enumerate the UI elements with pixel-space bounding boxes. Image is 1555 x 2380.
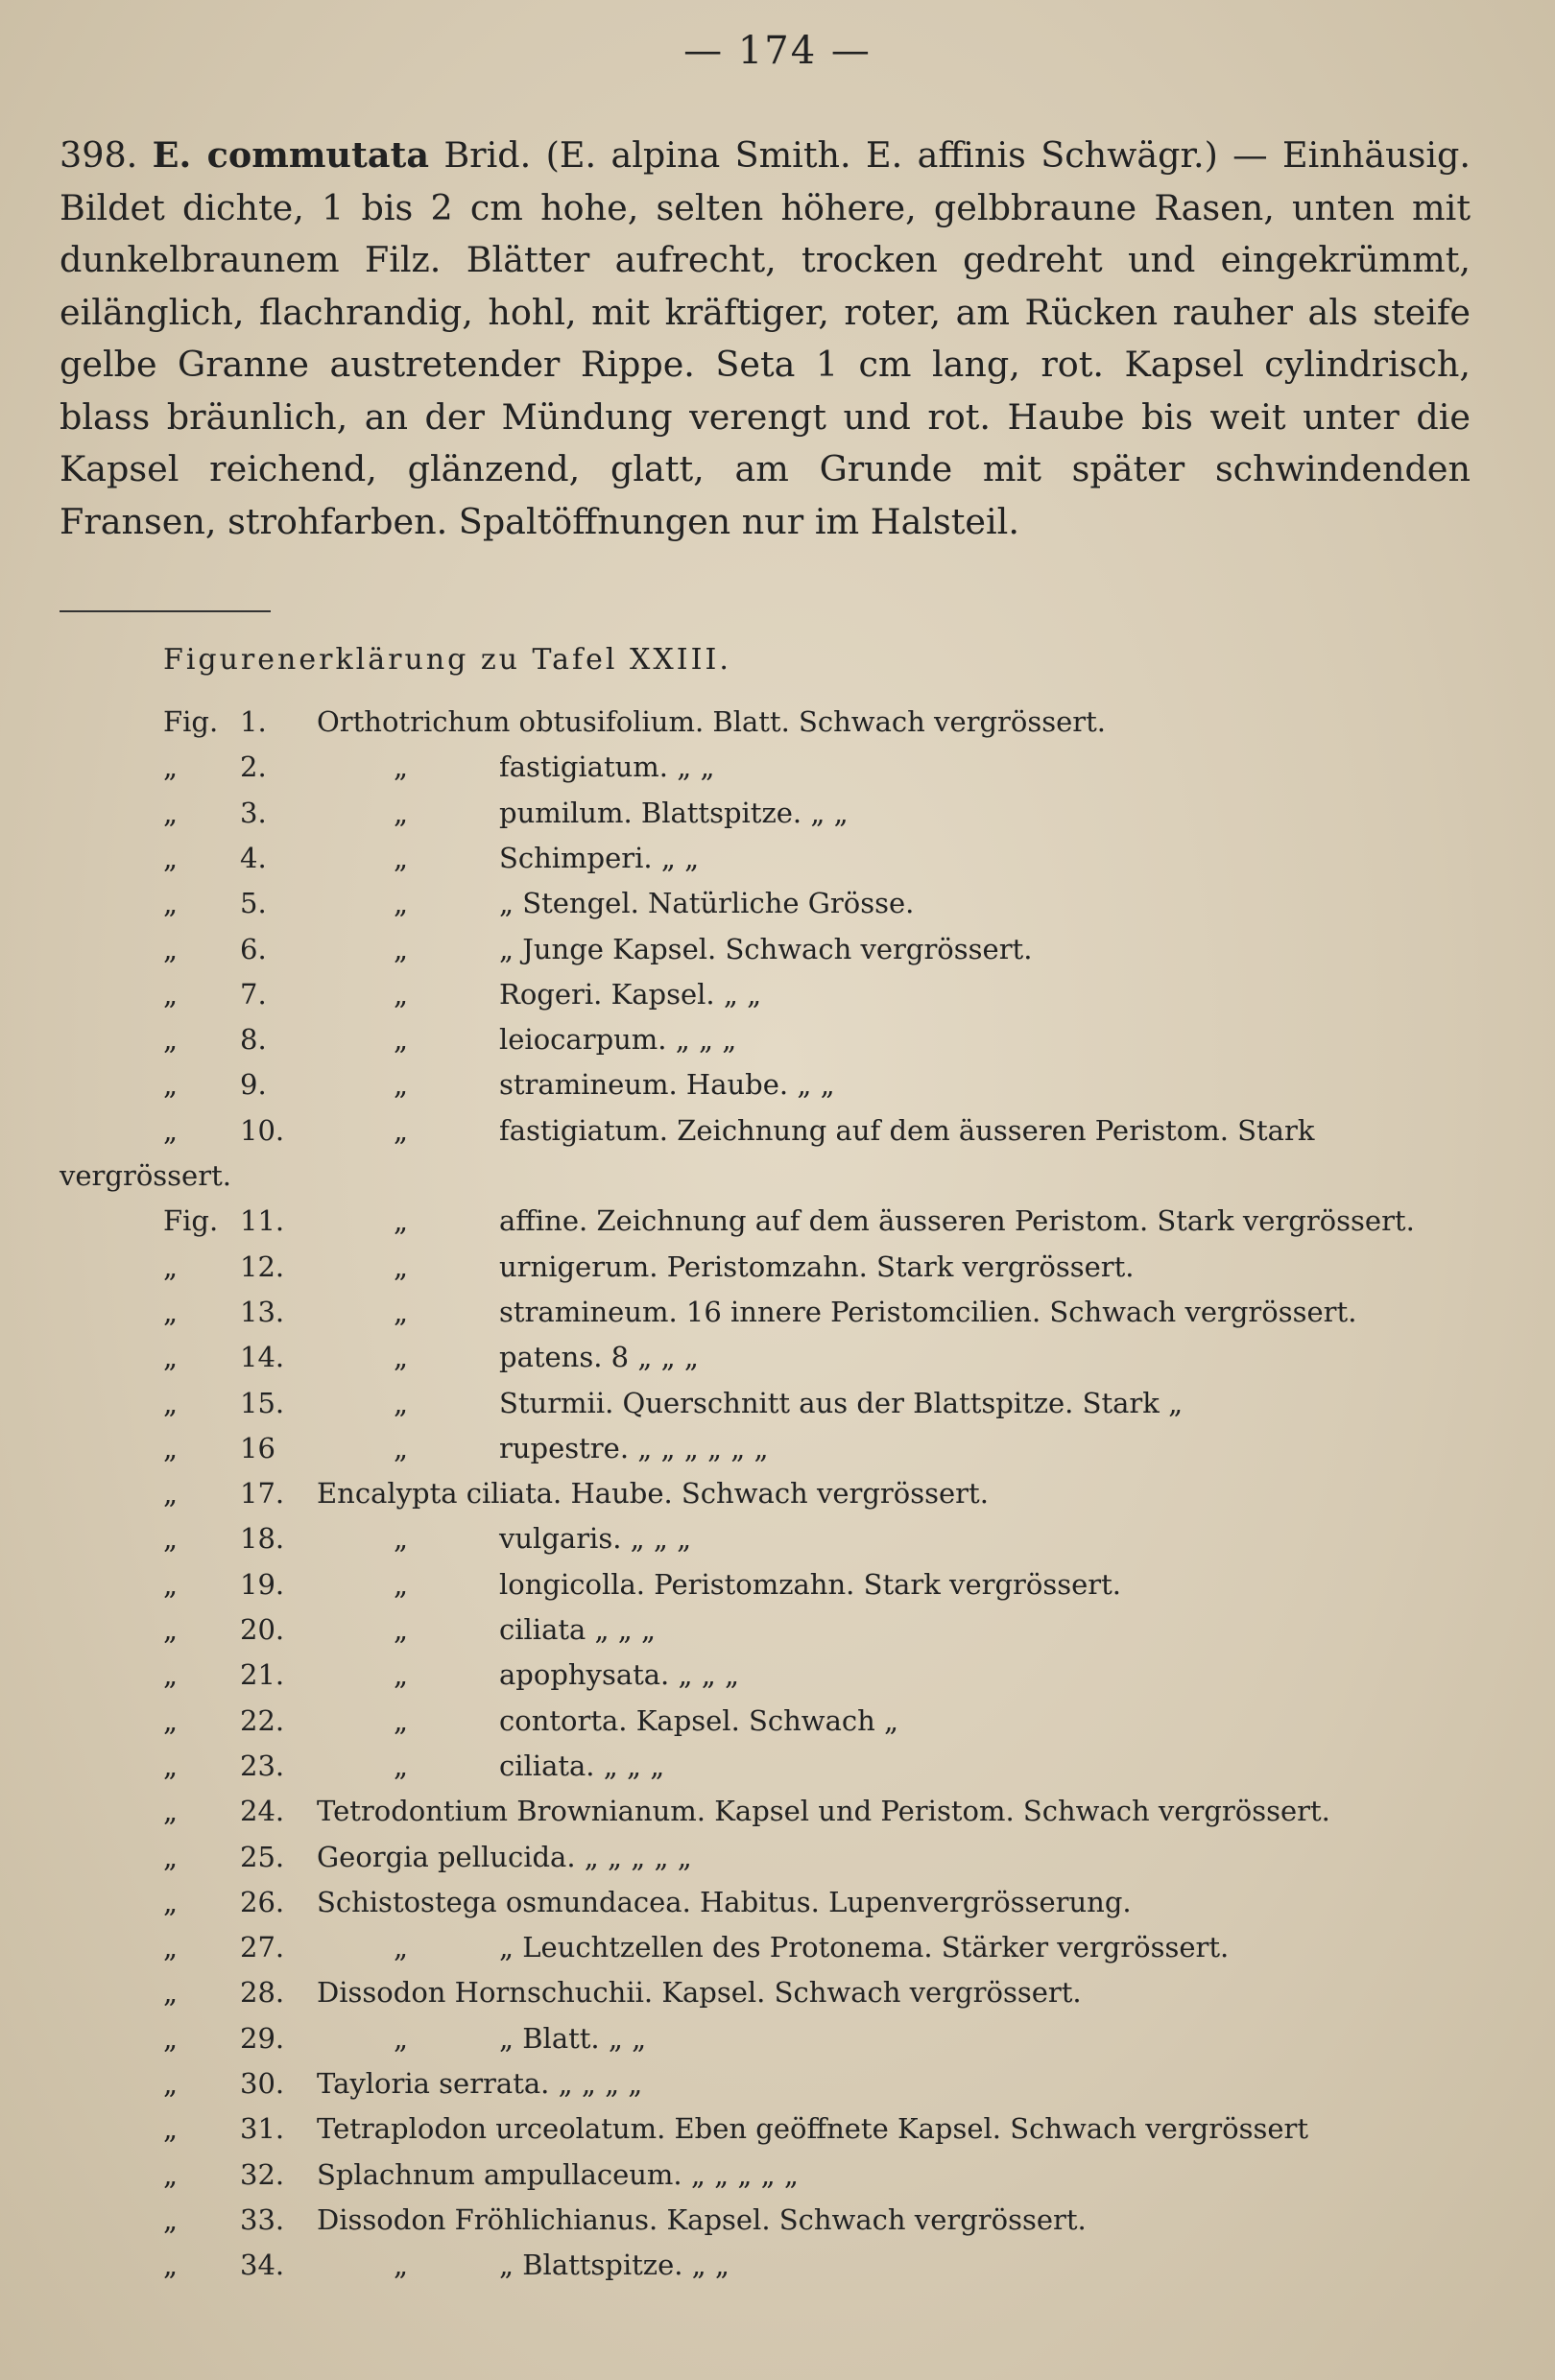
figure-number: 16 (240, 1431, 275, 1464)
figure-label: „ (163, 977, 179, 1011)
figure-number: 15. (240, 1386, 285, 1419)
figure-label: „ (163, 1703, 179, 1737)
ditto-mark: „ (394, 1386, 409, 1419)
species-author: Brid. (443, 134, 532, 176)
figure-entry (0, 1387, 1555, 1432)
ditto-mark: „ (394, 1431, 409, 1464)
figure-number: 33. (240, 2202, 285, 2236)
figure-description: ciliata. „ „ „ (499, 1749, 665, 1782)
figure-entry (0, 933, 1555, 978)
figure-number: 14. (240, 1341, 285, 1374)
ditto-mark: „ (394, 841, 409, 874)
figure-label: „ (163, 1840, 179, 1873)
figure-label: „ (163, 1976, 179, 2010)
figure-label: „ (163, 1386, 179, 1419)
ditto-mark: „ (394, 1068, 409, 1102)
figure-number: 19. (240, 1567, 285, 1601)
ditto-mark: „ (394, 887, 409, 920)
figure-label: „ (163, 2249, 179, 2282)
figure-label: „ (163, 796, 179, 829)
ditto-mark: „ (394, 1295, 409, 1328)
figure-entry (0, 1023, 1555, 1068)
figure-entry (0, 2067, 1555, 2112)
figure-description: Tetraplodon urceolatum. Eben geöffnete Kapsel. Schwach vergrössert (317, 2112, 1309, 2146)
figure-label: „ (163, 1613, 179, 1646)
figure-number: 12. (240, 1250, 285, 1283)
figure-description: „ Blattspitze. „ „ (499, 2249, 730, 2282)
figure-number: 13. (240, 1295, 285, 1328)
figure-number: 11. (240, 1204, 285, 1238)
figure-label: „ (163, 2112, 179, 2146)
figure-label: „ (163, 1931, 179, 1964)
figure-description: affine. Zeichnung auf dem äusseren Peristom. Stark vergrössert. (499, 1204, 1415, 1238)
figure-number: 24. (240, 1795, 285, 1828)
figure-description: Tayloria serrata. „ „ „ „ (317, 2067, 643, 2100)
figure-description: fastigiatum. Zeichnung auf dem äusseren Peristom. Stark (499, 1113, 1315, 1147)
figure-number: 10. (240, 1113, 285, 1147)
ditto-mark: „ (394, 1023, 409, 1057)
species-name: E. commutata (152, 134, 429, 176)
figure-number: 7. (240, 977, 267, 1011)
page-number: — 174 — (683, 29, 872, 73)
figure-entry (0, 1250, 1555, 1296)
figure-description: „ Blatt. „ „ (499, 2021, 647, 2055)
ditto-mark: „ (394, 1567, 409, 1601)
figure-number: 31. (240, 2112, 285, 2146)
species-description (60, 130, 1471, 548)
ditto-mark: „ (394, 977, 409, 1011)
figure-description: „ Leuchtzellen des Protonema. Stärker vergrössert. (499, 1931, 1230, 1964)
figure-label: „ (163, 1295, 179, 1328)
ditto-mark: „ (394, 796, 409, 829)
figure-entry (0, 797, 1555, 842)
figure-entry (0, 1568, 1555, 1613)
figure-number: 26. (240, 1885, 285, 1918)
figure-description: urnigerum. Peristomzahn. Stark vergrössert. (499, 1250, 1135, 1283)
figure-number: 5. (240, 887, 267, 920)
ditto-mark: „ (394, 932, 409, 965)
figure-number: 9. (240, 1068, 267, 1102)
figure-description: stramineum. Haube. „ „ (499, 1068, 835, 1102)
figure-label: „ (163, 1749, 179, 1782)
figure-label: „ (163, 1113, 179, 1147)
figure-number: 18. (240, 1522, 285, 1556)
figure-description: vulgaris. „ „ „ (499, 1522, 692, 1556)
figure-number: 32. (240, 2157, 285, 2191)
figure-entry (0, 1886, 1555, 1931)
figure-description: Schimperi. „ „ (499, 841, 700, 874)
figure-entry (0, 978, 1555, 1023)
figure-entry (0, 705, 1555, 750)
figure-number: 22. (240, 1703, 285, 1737)
ditto-mark: „ (394, 1250, 409, 1283)
figure-description: fastigiatum. „ „ (499, 750, 715, 784)
figure-description: Georgia pellucida. „ „ „ „ „ (317, 1840, 692, 1873)
figure-entry (0, 1658, 1555, 1703)
ditto-mark: „ (394, 1931, 409, 1964)
figure-entry (0, 1931, 1555, 1976)
ditto-mark: „ (394, 1658, 409, 1692)
figure-label: „ (163, 2067, 179, 2100)
figure-label: „ (163, 1885, 179, 1918)
figure-number: 34. (240, 2249, 285, 2282)
figure-description: leiocarpum. „ „ „ (499, 1023, 737, 1057)
ditto-mark: „ (394, 1749, 409, 1782)
ditto-mark: „ (394, 2249, 409, 2282)
species-text: (E. alpina Smith. E. affinis Schwägr.) — Einhäusig. Bildet dichte, 1 bis 2 cm hohe, selten höhere, gelbbraune Rasen, unten mit dunkelbraunem Filz. Blätter aufrecht, trocken gedreht und eingekrümmt, eilänglich, flachrandig, hohl, mit kräftiger, roter, am Rücken rauher als steife gelbe Granne austretender Rippe. Seta 1 cm lang, rot. Kapsel cylindrisch, blass bräunlich, an der Mündung verengt und rot. Haube bis weit unter die Kapsel reichend, glänzend, glatt, am Grunde mit später schwindenden Fransen, strohfarben. Spaltöffnungen nur im Halsteil. (60, 134, 1471, 542)
figure-entry (0, 1204, 1555, 1250)
figure-label: „ (163, 1068, 179, 1102)
figure-description: Orthotrichum obtusifolium. Blatt. Schwach vergrössert. (317, 705, 1107, 738)
figure-label: „ (163, 1431, 179, 1464)
figure-entry (0, 1432, 1555, 1477)
figure-description: pumilum. Blattspitze. „ „ (499, 796, 849, 829)
figure-number: 29. (240, 2021, 285, 2055)
figure-description: Encalypta ciliata. Haube. Schwach vergrössert. (317, 1477, 989, 1511)
figure-description: Dissodon Fröhlichianus. Kapsel. Schwach vergrössert. (317, 2202, 1087, 2236)
figure-number: 3. (240, 796, 267, 829)
figure-description: longicolla. Peristomzahn. Stark vergrössert. (499, 1567, 1122, 1601)
ditto-mark: „ (394, 1703, 409, 1737)
figure-entry (0, 1477, 1555, 1522)
figures-heading: Figurenerklärung zu Tafel XXIII. (163, 643, 731, 677)
figure-label: „ (163, 1795, 179, 1828)
figure-label: „ (163, 1477, 179, 1511)
figure-number: 23. (240, 1749, 285, 1782)
figure-label: „ (163, 1023, 179, 1057)
figure-number: 30. (240, 2067, 285, 2100)
figure-entry (0, 1976, 1555, 2021)
figure-entry (0, 1795, 1555, 1840)
figure-description: Sturmii. Querschnitt aus der Blattspitze. Stark „ (499, 1386, 1184, 1419)
figure-entry (0, 750, 1555, 796)
figure-label: „ (163, 1522, 179, 1556)
figure-entry (0, 1704, 1555, 1749)
figure-description: Splachnum ampullaceum. „ „ „ „ „ (317, 2157, 799, 2191)
figure-entry (0, 1296, 1555, 1341)
figure-label: Fig. (163, 1204, 219, 1238)
figure-number: 4. (240, 841, 267, 874)
figure-label: „ (163, 2157, 179, 2191)
figure-label: „ (163, 1567, 179, 1601)
ditto-mark: „ (394, 1113, 409, 1147)
ditto-mark: „ (394, 2021, 409, 2055)
figure-description: Tetrodontium Brownianum. Kapsel und Peristom. Schwach vergrössert. (317, 1795, 1330, 1828)
figure-entry (0, 887, 1555, 932)
ditto-mark: „ (394, 1204, 409, 1238)
figure-number: 8. (240, 1023, 267, 1057)
figure-label: „ (163, 2021, 179, 2055)
ditto-mark: „ (394, 1522, 409, 1556)
figure-number: 27. (240, 1931, 285, 1964)
figure-number: 2. (240, 750, 267, 784)
figure-description: Dissodon Hornschuchii. Kapsel. Schwach vergrössert. (317, 1976, 1082, 2010)
figure-number: 6. (240, 932, 267, 965)
figure-entry (0, 1613, 1555, 1658)
figure-entry (0, 2249, 1555, 2294)
figure-label: „ (163, 750, 179, 784)
figure-label: „ (163, 887, 179, 920)
figure-description: ciliata „ „ „ (499, 1613, 657, 1646)
figure-label: „ (163, 1341, 179, 1374)
figure-number: 17. (240, 1477, 285, 1511)
figure-entry (0, 1341, 1555, 1386)
figure-label: „ (163, 1658, 179, 1692)
figure-entry (0, 1749, 1555, 1795)
figure-description: apophysata. „ „ „ (499, 1658, 739, 1692)
figure-number: 28. (240, 1976, 285, 2010)
figure-description: Schistostega osmundacea. Habitus. Lupenvergrösserung. (317, 1885, 1132, 1918)
figure-number: 25. (240, 1840, 285, 1873)
figure-description: contorta. Kapsel. Schwach „ (499, 1703, 899, 1737)
figure-label: „ (163, 841, 179, 874)
figure-number: 21. (240, 1658, 285, 1692)
figure-entry (0, 1522, 1555, 1567)
figure-description: „ Junge Kapsel. Schwach vergrössert. (499, 932, 1033, 965)
figure-label: „ (163, 932, 179, 965)
figure-label: Fig. (163, 705, 219, 738)
ditto-mark: „ (394, 750, 409, 784)
ditto-mark: „ (394, 1613, 409, 1646)
species-number: 398. (60, 134, 138, 176)
figure-entry (0, 1841, 1555, 1886)
figure-description: rupestre. „ „ „ „ „ „ (499, 1431, 769, 1464)
figure-label: „ (163, 2202, 179, 2236)
figure-label: „ (163, 1250, 179, 1283)
figure-entry (0, 2022, 1555, 2067)
figure-description: patens. 8 „ „ „ (499, 1341, 699, 1374)
figure-description: „ Stengel. Natürliche Grösse. (499, 887, 915, 920)
figure-number: 20. (240, 1613, 285, 1646)
ditto-mark: „ (394, 1341, 409, 1374)
figure-entry (0, 2112, 1555, 2157)
figure-entry (0, 1114, 1555, 1159)
figure-description: stramineum. 16 innere Peristomcilien. Schwach vergrössert. (499, 1295, 1357, 1328)
figure-entry (0, 2158, 1555, 2203)
section-divider (60, 610, 271, 612)
wrapped-line: vergrössert. (60, 1159, 231, 1192)
figure-entry (0, 1068, 1555, 1113)
figure-number: 1. (240, 705, 267, 738)
figure-entry (0, 2203, 1555, 2249)
figure-entry (0, 842, 1555, 887)
figure-description: Rogeri. Kapsel. „ „ (499, 977, 762, 1011)
